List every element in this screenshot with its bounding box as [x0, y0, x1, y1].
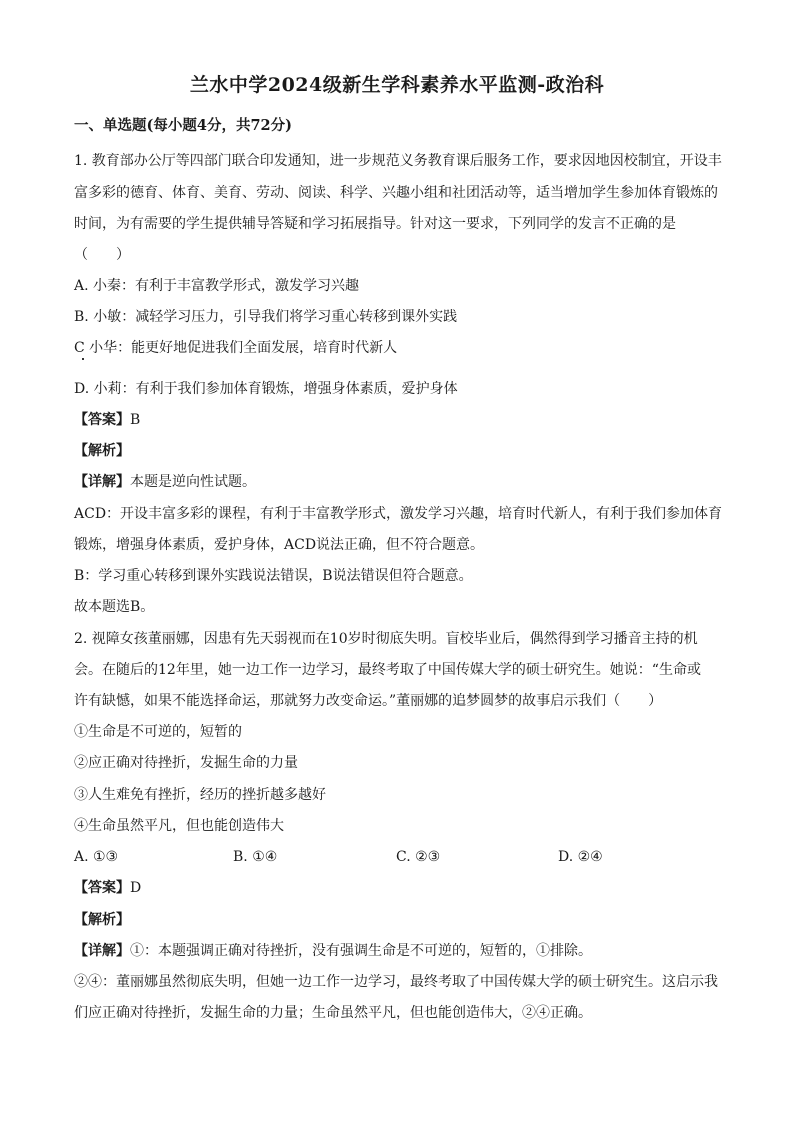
q2-explain-line: ②④：董丽娜虽然彻底失明，但她一边工作一边学习，最终考取了中国传媒大学的硕士研究生。这启示我	[74, 974, 718, 990]
q2-option-d: D. ②④	[558, 849, 603, 865]
q2-statement: ④生命虽然平凡，但也能创造伟大	[74, 818, 284, 834]
page-title: 兰水中学2024级新生学科素养水平监测-政治科	[189, 74, 605, 96]
q2-analysis-tag: 【解析】	[74, 912, 130, 928]
q1-explain-line: ACD：开设丰富多彩的课程，有利于丰富教学形式，激发学习兴趣，培育时代新人，有利于我们参加体育	[74, 506, 723, 522]
detail-text: ①：本题强调正确对待挫折，没有强调生命是不可逆的，短暂的，①排除。	[130, 943, 592, 959]
q1-detail	[74, 473, 256, 491]
q1-option-d: D. 小莉：有利于我们参加体育锻炼，增强身体素质，爱护身体	[74, 381, 458, 397]
q1-option-c: C 小华：能更好地促进我们全面发展，培育时代新人	[74, 340, 398, 356]
q1-analysis-tag: 【解析】	[74, 443, 130, 459]
q2-stem-line: 会。在随后的12年里，她一边工作一边学习，最终考取了中国传媒大学的硕士研究生。她说：“生命或	[74, 662, 701, 678]
q2-option-a: A. ①③	[74, 849, 119, 865]
q2-explain-line: 们应正确对待挫折，发掘生命的力量；生命虽然平凡，但也能创造伟大，②④正确。	[74, 1005, 592, 1021]
q1-answer	[74, 411, 140, 429]
q1-option-b: B. 小敏：减轻学习压力，引导我们将学习重心转移到课外实践	[74, 309, 458, 325]
q1-explain-line: B：学习重心转移到课外实践说法错误，B说法错误但符合题意。	[74, 568, 473, 584]
q1-stem-line: 时间，为有需要的学生提供辅导答疑和学习拓展指导。针对这一要求，下列同学的发言不正确的是	[74, 216, 676, 232]
q2-stem-line: 2. 视障女孩董丽娜，因患有先天弱视而在10岁时彻底失明。盲校毕业后，偶然得到学习播音主持的机	[74, 631, 698, 647]
stray-dot	[82, 358, 84, 360]
q2-option-c: C. ②③	[396, 849, 441, 865]
section-heading: 一、单选题(每小题4分，共72分)	[74, 117, 292, 134]
q1-explain-line: 故本题选B。	[74, 599, 155, 615]
q2-option-b: B. ①④	[233, 849, 278, 865]
q2-stem-line: 许有缺憾，如果不能选择命运，那就努力改变命运。”董丽娜的追梦圆梦的故事启示我们（ ）	[74, 693, 663, 709]
q2-statement: ③人生难免有挫折，经历的挫折越多越好	[74, 787, 326, 803]
q2-statement: ②应正确对待挫折，发掘生命的力量	[74, 755, 298, 771]
q1-explain-line: 锻炼，增强身体素质，爱护身体，ACD说法正确，但不符合题意。	[74, 537, 485, 553]
q2-statement: ①生命是不可逆的，短暂的	[74, 724, 242, 740]
q1-stem-line: 1. 教育部办公厅等四部门联合印发通知，进一步规范义务教育课后服务工作，要求因地因校制宜，开设丰	[74, 153, 722, 169]
answer-value: B	[130, 412, 141, 428]
answer-value: D	[130, 880, 142, 896]
detail-tag: 【详解】	[74, 943, 130, 959]
q1-stem-line: 富多彩的德育、体育、美育、劳动、阅读、科学、兴趣小组和社团活动等，适当增加学生参加体育锻炼的	[74, 185, 718, 201]
q1-stem-line: （ ）	[74, 247, 130, 263]
q1-option-a: A. 小秦：有利于丰富教学形式，激发学习兴趣	[74, 278, 360, 294]
answer-tag: 【答案】	[74, 880, 130, 896]
detail-tag: 【详解】	[74, 474, 130, 490]
detail-text: 本题是逆向性试题。	[130, 474, 256, 490]
answer-tag: 【答案】	[74, 412, 130, 428]
q2-detail	[74, 942, 592, 960]
q2-answer	[74, 879, 141, 897]
